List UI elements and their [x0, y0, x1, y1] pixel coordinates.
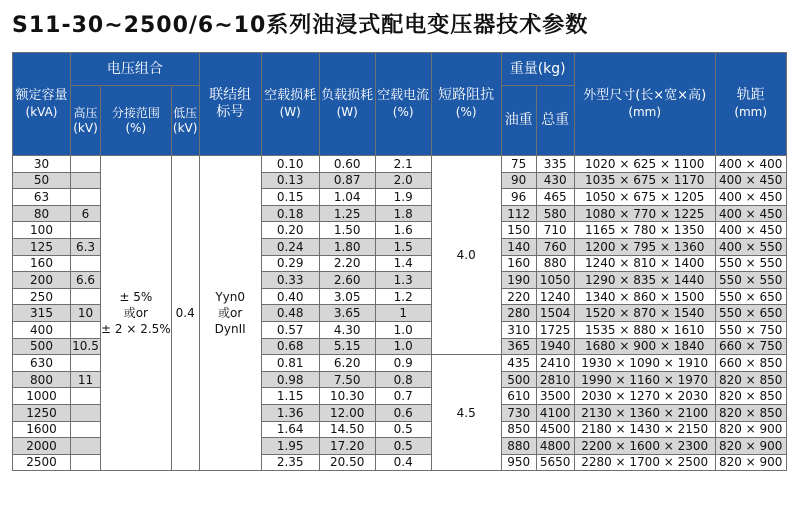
cell-oil-weight: 610 — [501, 388, 536, 405]
header-label: 低压 — [173, 105, 198, 120]
cell-noload-current: 0.5 — [375, 438, 431, 455]
cell-noload-current: 1.5 — [375, 238, 431, 255]
cell-dimensions: 2180 × 1430 × 2150 — [574, 421, 715, 438]
header-label: 额定容量 — [15, 88, 68, 103]
cell-load-loss: 14.50 — [319, 421, 375, 438]
cell-oil-weight: 90 — [501, 172, 536, 189]
cell-noload-loss: 0.68 — [261, 338, 319, 355]
cell-capacity: 500 — [13, 338, 71, 355]
cell-dimensions: 1035 × 675 × 1170 — [574, 172, 715, 189]
cell-hv — [71, 288, 101, 305]
cell-oil-weight: 96 — [501, 189, 536, 206]
cell-load-loss: 0.87 — [319, 172, 375, 189]
cell-dimensions: 1680 × 900 × 1840 — [574, 338, 715, 355]
cell-noload-loss: 0.13 — [261, 172, 319, 189]
cell-noload-loss: 0.81 — [261, 355, 319, 372]
cell-noload-current: 0.9 — [375, 355, 431, 372]
cell-text: 或or — [123, 306, 148, 321]
cell-total-weight: 335 — [536, 156, 574, 173]
cell-noload-current: 0.8 — [375, 371, 431, 388]
cell-text: ± 2 × 2.5% — [101, 322, 171, 337]
header-unit: (mm) — [734, 105, 768, 119]
cell-load-loss: 6.20 — [319, 355, 375, 372]
cell-total-weight: 1504 — [536, 305, 574, 322]
header-weight: 重量(kg) — [501, 53, 574, 86]
cell-noload-loss: 0.98 — [261, 371, 319, 388]
header-unit: (mm) — [628, 105, 662, 119]
cell-text: DynII — [214, 322, 246, 337]
cell-lv: 0.4 — [171, 156, 199, 471]
cell-hv: 6.3 — [71, 238, 101, 255]
cell-capacity: 30 — [13, 156, 71, 173]
cell-noload-current: 1.8 — [375, 205, 431, 222]
cell-hv — [71, 255, 101, 272]
header-load-loss — [319, 53, 375, 156]
cell-hv — [71, 321, 101, 338]
cell-noload-loss: 1.64 — [261, 421, 319, 438]
cell-oil-weight: 950 — [501, 454, 536, 471]
cell-dimensions: 2280 × 1700 × 2500 — [574, 454, 715, 471]
header-label: 高压 — [73, 105, 98, 120]
header-rated-capacity — [13, 53, 71, 156]
cell-hv: 11 — [71, 371, 101, 388]
header-label: 联结组 — [209, 87, 252, 103]
cell-noload-current: 1.0 — [375, 338, 431, 355]
cell-total-weight: 2410 — [536, 355, 574, 372]
cell-capacity: 200 — [13, 272, 71, 289]
cell-gauge: 820 × 900 — [715, 438, 786, 455]
cell-oil-weight: 435 — [501, 355, 536, 372]
cell-capacity: 400 — [13, 321, 71, 338]
cell-dimensions: 2200 × 1600 × 2300 — [574, 438, 715, 455]
cell-gauge: 400 × 400 — [715, 156, 786, 173]
cell-oil-weight: 500 — [501, 371, 536, 388]
cell-load-loss: 12.00 — [319, 404, 375, 421]
cell-capacity: 250 — [13, 288, 71, 305]
cell-noload-loss: 2.35 — [261, 454, 319, 471]
cell-gauge: 550 × 750 — [715, 321, 786, 338]
cell-dimensions: 1535 × 880 × 1610 — [574, 321, 715, 338]
header-total-weight: 总重 — [536, 86, 574, 156]
spec-table — [12, 52, 787, 471]
header-tap-range — [101, 86, 172, 156]
cell-noload-current: 1.4 — [375, 255, 431, 272]
cell-gauge: 820 × 850 — [715, 404, 786, 421]
cell-oil-weight: 730 — [501, 404, 536, 421]
cell-gauge: 400 × 450 — [715, 189, 786, 206]
cell-impedance: 4.0 — [431, 156, 501, 355]
cell-load-loss: 0.60 — [319, 156, 375, 173]
header-impedance — [431, 53, 501, 156]
cell-load-loss: 1.04 — [319, 189, 375, 206]
document-title: S11-30~2500/6~10系列油浸式配电变压器技术参数 — [12, 13, 589, 38]
cell-dimensions: 1240 × 810 × 1400 — [574, 255, 715, 272]
header-unit: (%) — [125, 120, 147, 135]
cell-total-weight: 580 — [536, 205, 574, 222]
cell-hv: 6.6 — [71, 272, 101, 289]
cell-gauge: 550 × 550 — [715, 255, 786, 272]
cell-capacity: 50 — [13, 172, 71, 189]
header-label: 空载损耗 — [264, 88, 317, 103]
cell-noload-current: 1.2 — [375, 288, 431, 305]
cell-total-weight: 1940 — [536, 338, 574, 355]
header-oil-weight: 油重 — [501, 86, 536, 156]
cell-capacity: 2000 — [13, 438, 71, 455]
cell-noload-loss: 0.29 — [261, 255, 319, 272]
cell-capacity: 2500 — [13, 454, 71, 471]
cell-load-loss: 1.50 — [319, 222, 375, 239]
cell-noload-loss: 0.10 — [261, 156, 319, 173]
cell-total-weight: 710 — [536, 222, 574, 239]
cell-hv — [71, 438, 101, 455]
cell-text: Yyn0 — [215, 290, 246, 305]
cell-noload-current: 0.6 — [375, 404, 431, 421]
header-label: 轨距 — [736, 87, 765, 103]
cell-dimensions: 1340 × 860 × 1500 — [574, 288, 715, 305]
header-unit: (%) — [392, 105, 414, 119]
cell-oil-weight: 160 — [501, 255, 536, 272]
cell-hv: 10 — [71, 305, 101, 322]
cell-noload-loss: 0.57 — [261, 321, 319, 338]
header-unit: (kVA) — [25, 105, 58, 119]
header-voltage-group: 电压组合 — [71, 53, 200, 86]
cell-gauge: 400 × 450 — [715, 205, 786, 222]
header-unit: (%) — [455, 105, 477, 119]
cell-hv — [71, 454, 101, 471]
cell-gauge: 820 × 900 — [715, 421, 786, 438]
cell-capacity: 1600 — [13, 421, 71, 438]
cell-hv — [71, 172, 101, 189]
cell-capacity: 1250 — [13, 404, 71, 421]
cell-capacity: 1000 — [13, 388, 71, 405]
cell-noload-current: 1.9 — [375, 189, 431, 206]
cell-noload-current: 0.5 — [375, 421, 431, 438]
cell-noload-current: 1.3 — [375, 272, 431, 289]
cell-load-loss: 1.25 — [319, 205, 375, 222]
cell-total-weight: 430 — [536, 172, 574, 189]
cell-hv: 6 — [71, 205, 101, 222]
table-header — [13, 53, 787, 156]
header-unit: (W) — [279, 105, 301, 119]
cell-dimensions: 2030 × 1270 × 2030 — [574, 388, 715, 405]
cell-noload-current: 2.1 — [375, 156, 431, 173]
cell-dimensions: 1200 × 795 × 1360 — [574, 238, 715, 255]
cell-text: 或or — [218, 306, 243, 321]
cell-oil-weight: 220 — [501, 288, 536, 305]
cell-gauge: 820 × 900 — [715, 454, 786, 471]
cell-hv — [71, 156, 101, 173]
cell-noload-loss: 1.15 — [261, 388, 319, 405]
cell-noload-loss: 0.40 — [261, 288, 319, 305]
cell-noload-loss: 0.15 — [261, 189, 319, 206]
cell-dimensions: 1290 × 835 × 1440 — [574, 272, 715, 289]
cell-hv — [71, 355, 101, 372]
cell-capacity: 125 — [13, 238, 71, 255]
cell-total-weight: 465 — [536, 189, 574, 206]
header-unit: (W) — [336, 105, 358, 119]
cell-gauge: 550 × 650 — [715, 305, 786, 322]
cell-oil-weight: 150 — [501, 222, 536, 239]
cell-gauge: 550 × 650 — [715, 288, 786, 305]
cell-load-loss: 10.30 — [319, 388, 375, 405]
cell-dimensions: 1990 × 1160 × 1970 — [574, 371, 715, 388]
cell-gauge: 400 × 450 — [715, 222, 786, 239]
cell-oil-weight: 75 — [501, 156, 536, 173]
cell-total-weight: 5650 — [536, 454, 574, 471]
header-dimensions — [574, 53, 715, 156]
cell-oil-weight: 190 — [501, 272, 536, 289]
cell-capacity: 315 — [13, 305, 71, 322]
header-connection-group — [199, 53, 261, 156]
cell-noload-loss: 1.95 — [261, 438, 319, 455]
cell-noload-current: 0.4 — [375, 454, 431, 471]
cell-capacity: 63 — [13, 189, 71, 206]
cell-noload-loss: 0.20 — [261, 222, 319, 239]
cell-hv — [71, 189, 101, 206]
cell-text: ± 5% — [119, 290, 153, 305]
cell-oil-weight: 365 — [501, 338, 536, 355]
cell-total-weight: 4100 — [536, 404, 574, 421]
cell-hv — [71, 404, 101, 421]
cell-noload-current: 1 — [375, 305, 431, 322]
cell-gauge: 550 × 550 — [715, 272, 786, 289]
cell-noload-current: 0.7 — [375, 388, 431, 405]
cell-load-loss: 3.05 — [319, 288, 375, 305]
cell-noload-loss: 1.36 — [261, 404, 319, 421]
cell-total-weight: 4500 — [536, 421, 574, 438]
cell-load-loss: 1.80 — [319, 238, 375, 255]
cell-oil-weight: 140 — [501, 238, 536, 255]
cell-load-loss: 5.15 — [319, 338, 375, 355]
cell-connection-group — [199, 156, 261, 471]
cell-total-weight: 4800 — [536, 438, 574, 455]
cell-oil-weight: 310 — [501, 321, 536, 338]
header-label: 分接范围 — [111, 105, 160, 120]
cell-tap-range — [101, 156, 172, 471]
header-lv — [171, 86, 199, 156]
cell-noload-loss: 0.33 — [261, 272, 319, 289]
cell-gauge: 820 × 850 — [715, 371, 786, 388]
cell-capacity: 160 — [13, 255, 71, 272]
cell-total-weight: 1240 — [536, 288, 574, 305]
cell-noload-current: 1.0 — [375, 321, 431, 338]
cell-gauge: 820 × 850 — [715, 388, 786, 405]
header-label: 负载损耗 — [321, 88, 374, 103]
cell-total-weight: 1050 — [536, 272, 574, 289]
header-noload-current — [375, 53, 431, 156]
table-row — [13, 156, 787, 173]
cell-total-weight: 760 — [536, 238, 574, 255]
header-label: 短路阻抗 — [438, 87, 495, 103]
header-hv — [71, 86, 101, 156]
cell-capacity: 800 — [13, 371, 71, 388]
cell-gauge: 400 × 550 — [715, 238, 786, 255]
cell-oil-weight: 850 — [501, 421, 536, 438]
cell-hv — [71, 388, 101, 405]
header-noload-loss — [261, 53, 319, 156]
header-unit: (kV) — [73, 120, 98, 135]
cell-hv: 10.5 — [72, 339, 99, 354]
cell-dimensions: 1080 × 770 × 1225 — [574, 205, 715, 222]
header-unit: (kV) — [172, 120, 198, 135]
cell-dimensions: 1165 × 780 × 1350 — [574, 222, 715, 239]
cell-hv — [71, 421, 101, 438]
cell-gauge: 660 × 850 — [715, 355, 786, 372]
cell-dimensions: 2130 × 1360 × 2100 — [574, 404, 715, 421]
cell-noload-current: 1.6 — [375, 222, 431, 239]
cell-load-loss: 2.60 — [319, 272, 375, 289]
cell-oil-weight: 880 — [501, 438, 536, 455]
cell-total-weight: 2810 — [536, 371, 574, 388]
header-gauge — [715, 53, 786, 156]
cell-hv — [71, 222, 101, 239]
cell-dimensions: 1930 × 1090 × 1910 — [574, 355, 715, 372]
cell-gauge: 660 × 750 — [715, 338, 786, 355]
cell-load-loss: 17.20 — [319, 438, 375, 455]
cell-load-loss: 7.50 — [319, 371, 375, 388]
cell-capacity: 80 — [13, 205, 71, 222]
cell-total-weight: 880 — [536, 255, 574, 272]
cell-impedance: 4.5 — [431, 355, 501, 471]
table-body — [13, 156, 787, 471]
header-label: 外型尺寸(长×宽×高) — [583, 88, 707, 103]
cell-oil-weight: 280 — [501, 305, 536, 322]
cell-total-weight: 1725 — [536, 321, 574, 338]
cell-dimensions: 1020 × 625 × 1100 — [574, 156, 715, 173]
cell-load-loss: 20.50 — [319, 454, 375, 471]
cell-load-loss: 3.65 — [319, 305, 375, 322]
cell-noload-loss: 0.48 — [261, 305, 319, 322]
cell-noload-current: 2.0 — [375, 172, 431, 189]
cell-load-loss: 2.20 — [319, 255, 375, 272]
cell-total-weight: 3500 — [536, 388, 574, 405]
cell-dimensions: 1520 × 870 × 1540 — [574, 305, 715, 322]
cell-dimensions: 1050 × 675 × 1205 — [574, 189, 715, 206]
cell-capacity: 100 — [13, 222, 71, 239]
header-label: 标号 — [216, 104, 245, 120]
cell-noload-loss: 0.18 — [261, 205, 319, 222]
cell-noload-loss: 0.24 — [261, 238, 319, 255]
cell-load-loss: 4.30 — [319, 321, 375, 338]
cell-oil-weight: 112 — [501, 205, 536, 222]
header-label: 空载电流 — [377, 88, 430, 103]
cell-capacity: 630 — [13, 355, 71, 372]
cell-gauge: 400 × 450 — [715, 172, 786, 189]
